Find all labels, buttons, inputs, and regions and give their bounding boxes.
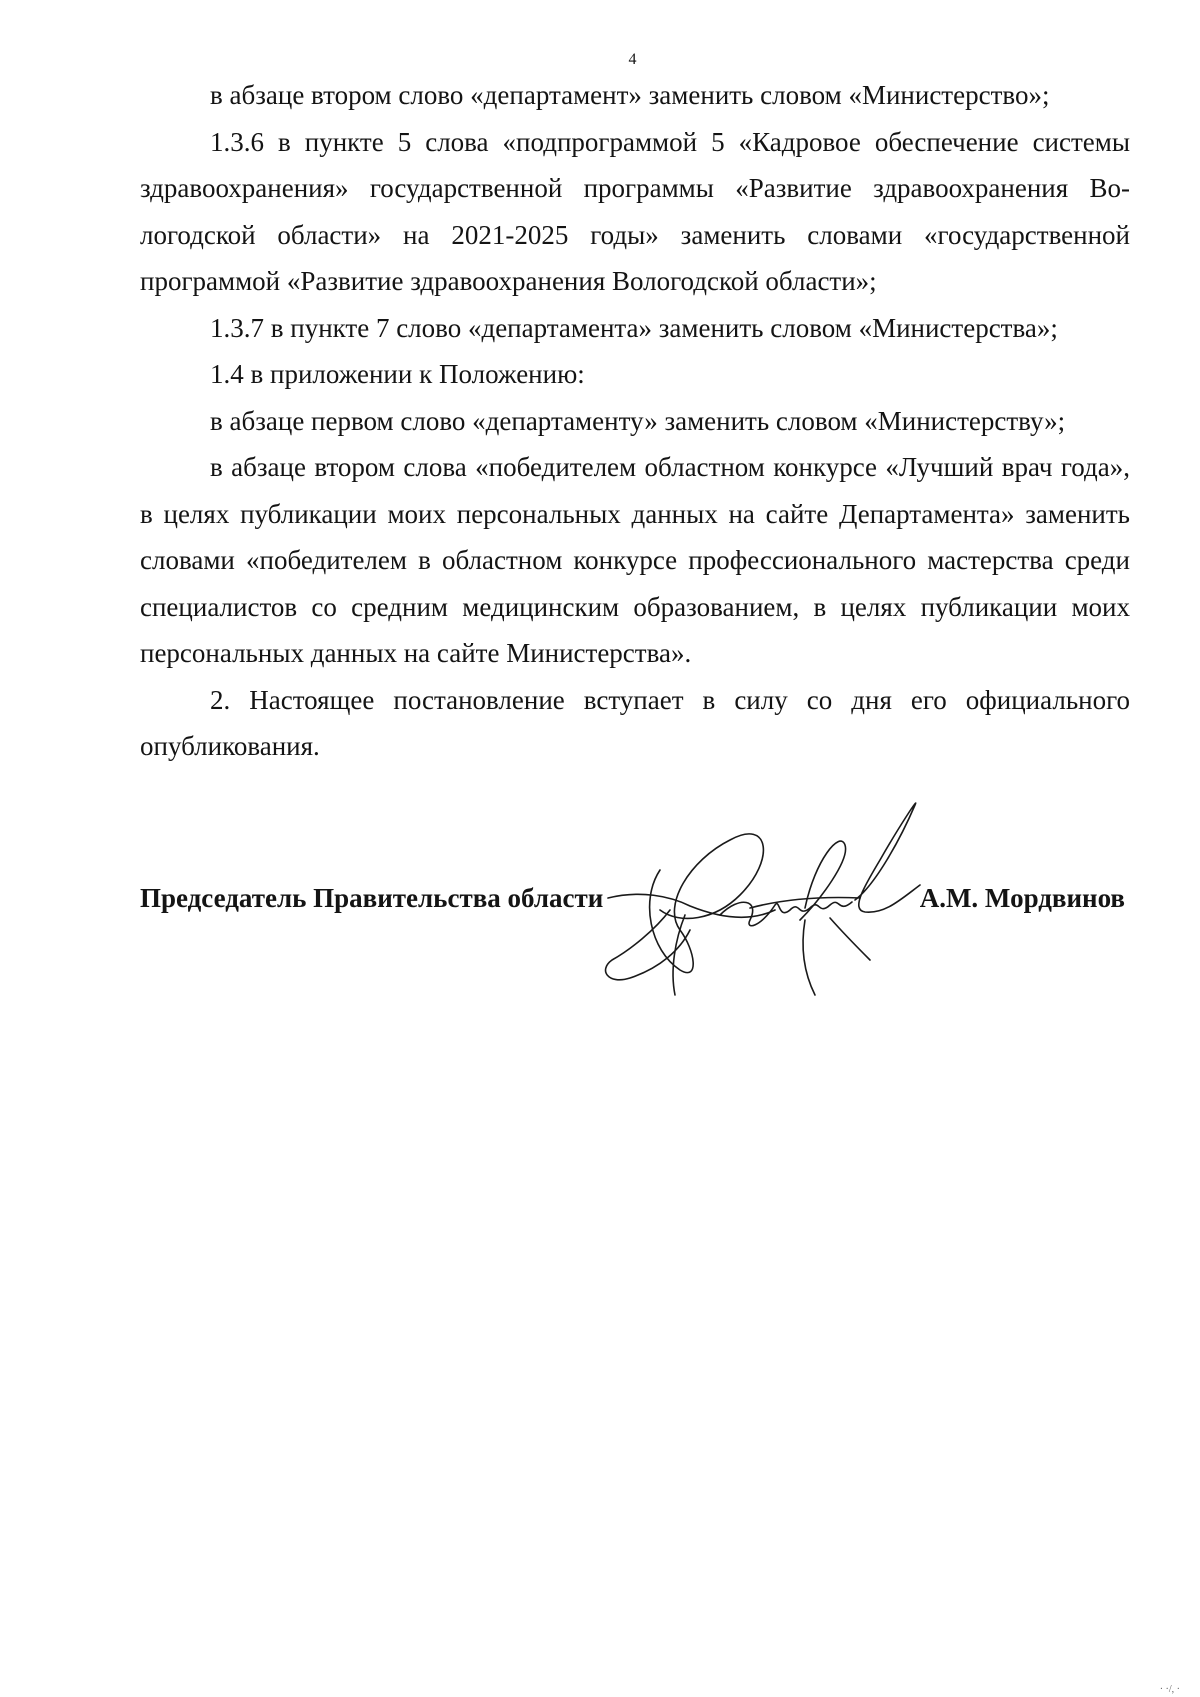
paragraph-3: 1.3.7 в пункте 7 слово «департамента» заменить словом «Министерства»; xyxy=(210,312,1058,343)
paragraph-7: 2. Настоящее постановление вступает в силу со дня его официального опубликования. xyxy=(140,684,1130,761)
document-body xyxy=(140,72,1130,770)
paragraph-1: в абзаце втором слово «департамент» заменить словом «Министерство»; xyxy=(210,80,1050,110)
paragraph-5: в абзаце первом слово «департаменту» заменить словом «Министерству»; xyxy=(210,405,1066,436)
signatory-name: А.М. Мордвинов xyxy=(919,883,1125,913)
page-number: 4 xyxy=(628,51,637,68)
paragraph-4: 1.4 в приложении к Положению: xyxy=(210,359,585,389)
handwritten-signature xyxy=(600,800,960,1000)
paragraph-2: 1.3.6 в пункте 5 слова «подпрограммой 5 «Кадровое обеспечение системы здравоохранения» государственной программы «Развитие здравоохранения Вологодской области» на 2021-2025 годы» заменить словами «государственной программой «Развитие здравоохранения Вологодской области»; xyxy=(140,126,1130,296)
paragraph-6: в абзаце втором слова «победителем областном конкурсе «Лучший врач года», в целях публикации моих персональных данных на сайте Департамента» заменить словами «победителем в областном конкурсе профессионального мастерства среди специалистов со средним медицинским образованием, в целях публикации моих персональных данных на сайте Министерства». xyxy=(140,452,1130,668)
signatory-title: Председатель Правительства области xyxy=(140,883,604,913)
page-corner-marks: · ·/, · xyxy=(1159,1684,1180,1695)
